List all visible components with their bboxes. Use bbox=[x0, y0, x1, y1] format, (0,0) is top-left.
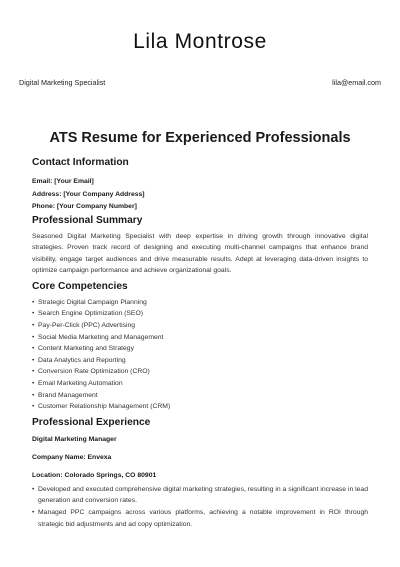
competency-label: Search Engine Optimization (SEO) bbox=[38, 310, 144, 318]
list-item bbox=[32, 366, 368, 378]
duty-text: Managed PPC campaigns across various platforms, achieving a notable improvement in ROI through strategic bid adjustments and ad copy optimization. bbox=[38, 509, 368, 528]
bullet-icon: • bbox=[32, 391, 35, 399]
list-item bbox=[32, 355, 368, 367]
contact-block bbox=[32, 176, 368, 214]
contact-email: Email: [Your Email] bbox=[32, 178, 94, 185]
bullet-icon: • bbox=[32, 485, 35, 493]
list-item bbox=[32, 390, 368, 402]
competency-label: Content Marketing and Strategy bbox=[38, 345, 134, 353]
competency-label: Social Media Marketing and Management bbox=[38, 333, 164, 341]
competency-label: Conversion Rate Optimization (CRO) bbox=[38, 368, 150, 376]
bullet-icon: • bbox=[32, 345, 35, 353]
contact-heading: Contact Information bbox=[32, 157, 129, 168]
list-item bbox=[32, 308, 368, 320]
list-item bbox=[32, 297, 368, 309]
bullet-icon: • bbox=[32, 403, 35, 411]
list-item bbox=[32, 378, 368, 390]
bullet-icon: • bbox=[32, 356, 35, 364]
list-item bbox=[32, 401, 368, 413]
competency-label: Pay-Per-Click (PPC) Advertising bbox=[38, 322, 136, 330]
header-row bbox=[19, 78, 381, 87]
summary-text: Seasoned Digital Marketing Specialist with deep expertise in driving growth through innovative digital strategies. Proven track record of designing and executing multi-channel campaigns that enhance brand visibility, engage target audiences and drive measurable results. Adept at leveraging data-driven insights to optimize campaign performance and achieve organizational goals. bbox=[32, 232, 368, 275]
bullet-icon: • bbox=[32, 298, 35, 306]
experience-heading: Professional Experience bbox=[32, 416, 151, 428]
competencies-heading: Core Competencies bbox=[32, 280, 128, 292]
candidate-name: Lila Montrose bbox=[133, 30, 267, 53]
bullet-icon: • bbox=[32, 310, 35, 318]
bullet-icon: • bbox=[32, 380, 35, 388]
summary-heading: Professional Summary bbox=[32, 214, 143, 226]
bullet-icon: • bbox=[32, 333, 35, 341]
header-email[interactable]: lila@email.com bbox=[332, 78, 381, 87]
competency-label: Strategic Digital Campaign Planning bbox=[38, 298, 147, 306]
duties-list bbox=[32, 484, 368, 530]
document-title: ATS Resume for Experienced Professionals bbox=[49, 130, 351, 146]
competency-label: Email Marketing Automation bbox=[38, 380, 123, 388]
competency-label: Brand Management bbox=[38, 391, 98, 399]
list-item bbox=[32, 484, 368, 507]
list-item bbox=[32, 320, 368, 332]
contact-address: Address: [Your Company Address] bbox=[32, 190, 145, 198]
competency-label: Customer Relationship Management (CRM) bbox=[38, 403, 171, 411]
list-item bbox=[32, 332, 368, 344]
competency-label: Data Analytics and Reporting bbox=[38, 356, 126, 364]
resume-content bbox=[32, 156, 368, 530]
job-location: Location: Colorado Springs, CO 80901 bbox=[32, 471, 157, 479]
bullet-icon: • bbox=[32, 509, 35, 516]
bullet-icon: • bbox=[32, 322, 35, 330]
job-title: Digital Marketing Specialist bbox=[19, 78, 106, 87]
duty-text: Developed and executed comprehensive digital marketing strategies, resulting in a significant increase in lead generation and conversion rates. bbox=[38, 485, 368, 505]
list-item bbox=[32, 507, 368, 530]
list-item bbox=[32, 343, 368, 355]
bullet-icon: • bbox=[32, 368, 35, 376]
job-role: Digital Marketing Manager bbox=[32, 435, 117, 443]
competencies-list bbox=[32, 297, 368, 413]
contact-phone: Phone: [Your Company Number] bbox=[32, 203, 137, 210]
job-company: Company Name: Envexa bbox=[32, 453, 112, 461]
